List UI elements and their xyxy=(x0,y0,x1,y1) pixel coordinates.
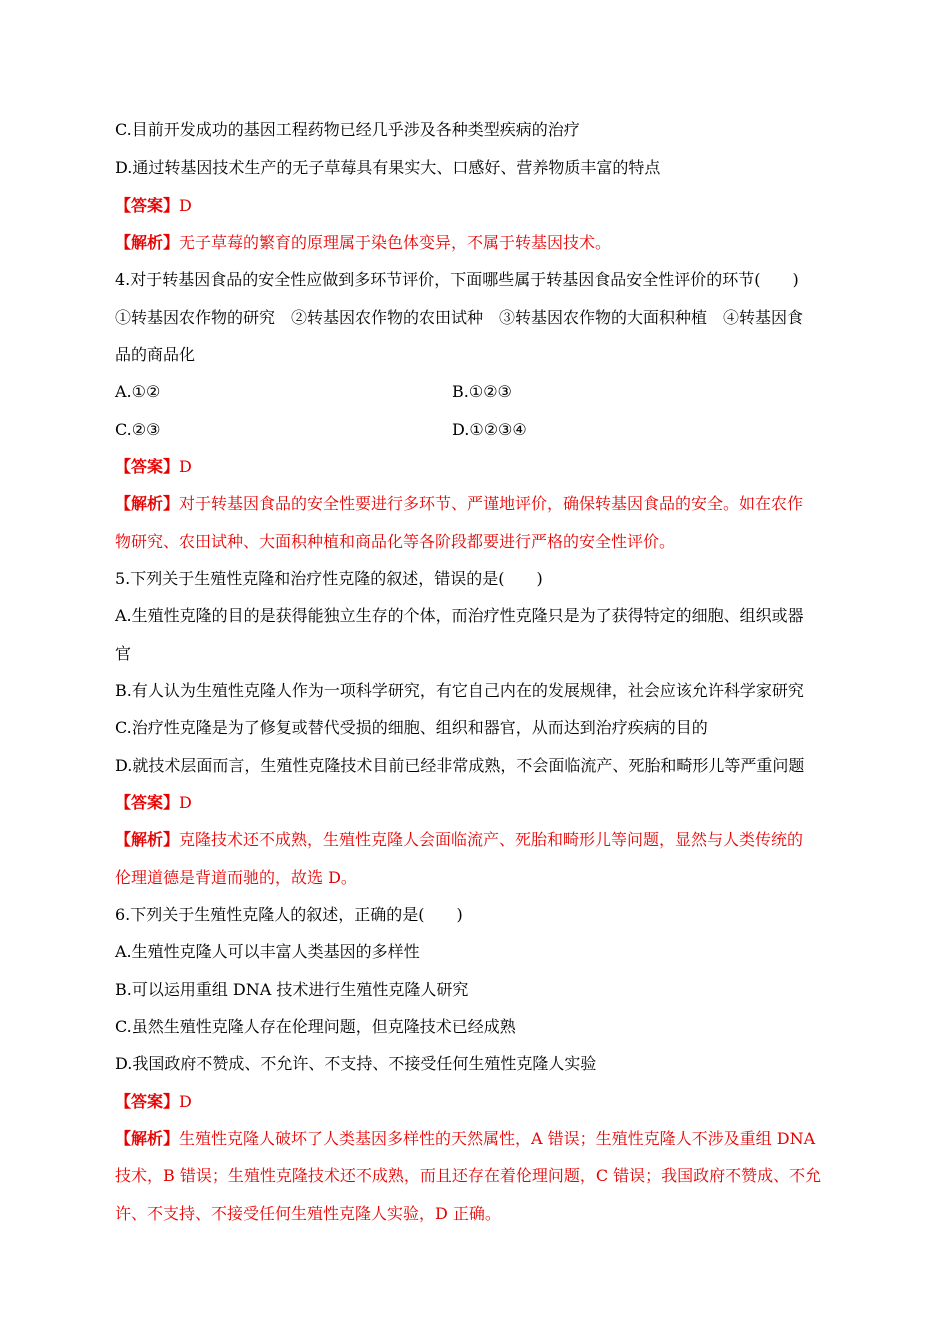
q5-option-b xyxy=(115,680,804,702)
q5-answer-label: 【答案】 xyxy=(115,793,180,812)
q3-option-c-text: C.目前开发成功的基因工程药物已经几乎涉及各种类型疾病的治疗 xyxy=(115,120,580,139)
q6-stem-text: 6.下列关于生殖性克隆人的叙述，正确的是( ) xyxy=(115,905,463,924)
q5-option-a-cont-text: 官 xyxy=(115,644,132,663)
q6-option-d-text: D.我国政府不赞成、不允许、不支持、不接受任何生殖性克隆人实验 xyxy=(115,1054,597,1073)
q6-stem xyxy=(115,904,463,926)
q6-option-b-text: B.可以运用重组 DNA 技术进行生殖性克隆人研究 xyxy=(115,980,469,999)
q4-answer-label: 【答案】 xyxy=(115,457,180,476)
q3-answer-label: 【答案】 xyxy=(115,196,180,215)
q5-option-d-text: D.就技术层面而言，生殖性克隆技术目前已经非常成熟，不会面临流产、死胎和畸形儿等严重问题 xyxy=(115,756,805,775)
q6-answer xyxy=(115,1091,192,1113)
q5-stem xyxy=(115,568,543,590)
q3-answer-text: D xyxy=(179,196,192,215)
q4-items-text: ①转基因农作物的研究 ②转基因农作物的农田试种 ③转基因农作物的大面积种植 ④转基因食 xyxy=(115,308,804,327)
q4-option-c-text: C.②③ xyxy=(115,420,161,439)
q5-answer-text: D xyxy=(179,793,192,812)
q4-analysis-cont xyxy=(115,531,675,553)
q5-analysis-cont-text: 伦理道德是背道而驰的，故选 D。 xyxy=(115,868,357,887)
q6-answer-label: 【答案】 xyxy=(115,1092,180,1111)
q6-option-a-text: A.生殖性克隆人可以丰富人类基因的多样性 xyxy=(115,942,420,961)
q6-analysis-text: 生殖性克隆人破坏了人类基因多样性的天然属性，A 错误；生殖性克隆人不涉及重组 DNA xyxy=(179,1129,816,1148)
q6-analysis-cont1-text: 技术，B 错误；生殖性克隆技术还不成熟，而且还存在着伦理问题，C 错误；我国政府不赞成、不允 xyxy=(115,1166,822,1185)
q4-option-c xyxy=(115,419,160,441)
q4-option-d xyxy=(452,419,527,441)
q6-option-a xyxy=(115,941,420,963)
q4-answer-text: D xyxy=(179,457,192,476)
q6-analysis-cont2-text: 许、不支持、不接受任何生殖性克隆人实验，D 正确。 xyxy=(115,1204,501,1223)
q6-analysis-cont2 xyxy=(115,1203,501,1225)
q4-option-a xyxy=(115,381,160,403)
q5-option-a-text: A.生殖性克隆的目的是获得能独立生存的个体，而治疗性克隆只是为了获得特定的细胞、组织或器 xyxy=(115,606,804,625)
q5-analysis xyxy=(115,829,803,851)
q4-items-cont xyxy=(115,344,195,366)
q6-analysis-cont1 xyxy=(115,1165,821,1187)
q5-analysis-text: 克隆技术还不成熟，生殖性克隆人会面临流产、死胎和畸形儿等问题，显然与人类传统的 xyxy=(179,830,804,849)
q5-option-d xyxy=(115,755,804,777)
q3-analysis xyxy=(115,232,611,254)
q3-answer xyxy=(115,195,192,217)
q5-analysis-cont xyxy=(115,867,357,889)
q4-analysis-label: 【解析】 xyxy=(115,494,180,513)
q4-option-b-text: B.①②③ xyxy=(452,382,512,401)
q5-option-b-text: B.有人认为生殖性克隆人作为一项科学研究，有它自己内在的发展规律，社会应该允许科学家研究 xyxy=(115,681,804,700)
q6-analysis-label: 【解析】 xyxy=(115,1129,180,1148)
q6-option-c-text: C.虽然生殖性克隆人存在伦理问题，但克隆技术已经成熟 xyxy=(115,1017,516,1036)
q4-option-d-text: D.①②③④ xyxy=(452,420,527,439)
q3-analysis-text: 无子草莓的繁育的原理属于染色体变异，不属于转基因技术。 xyxy=(179,233,612,252)
q6-answer-text: D xyxy=(179,1092,192,1111)
q4-stem-text: 4.对于转基因食品的安全性应做到多环节评价，下面哪些属于转基因食品安全性评价的环节( ) xyxy=(115,270,799,289)
q6-analysis xyxy=(115,1128,815,1150)
q5-answer xyxy=(115,792,192,814)
q5-option-c-text: C.治疗性克隆是为了修复或替代受损的细胞、组织和器官，从而达到治疗疾病的目的 xyxy=(115,718,708,737)
q4-option-a-text: A.①② xyxy=(115,382,161,401)
q5-analysis-label: 【解析】 xyxy=(115,830,180,849)
q4-items-cont-text: 品的商品化 xyxy=(115,345,196,364)
q4-option-b xyxy=(452,381,512,403)
q5-option-a-cont xyxy=(115,643,131,665)
q5-option-a xyxy=(115,605,804,627)
q6-option-c xyxy=(115,1016,516,1038)
q5-stem-text: 5.下列关于生殖性克隆和治疗性克隆的叙述，错误的是( ) xyxy=(115,569,543,588)
q3-option-d-text: D.通过转基因技术生产的无子草莓具有果实大、口感好、营养物质丰富的特点 xyxy=(115,158,661,177)
q4-stem xyxy=(115,269,799,291)
q5-option-c xyxy=(115,717,708,739)
q3-option-d xyxy=(115,157,660,179)
q4-answer xyxy=(115,456,192,478)
q4-analysis-text: 对于转基因食品的安全性要进行多环节、严谨地评价，确保转基因食品的安全。如在农作 xyxy=(179,494,804,513)
q3-analysis-label: 【解析】 xyxy=(115,233,180,252)
q3-option-c xyxy=(115,119,580,141)
q6-option-d xyxy=(115,1053,596,1075)
q4-items xyxy=(115,307,803,329)
q4-analysis-cont-text: 物研究、农田试种、大面积种植和商品化等各阶段都要进行严格的安全性评价。 xyxy=(115,532,676,551)
q4-analysis xyxy=(115,493,803,515)
q6-option-b xyxy=(115,979,468,1001)
